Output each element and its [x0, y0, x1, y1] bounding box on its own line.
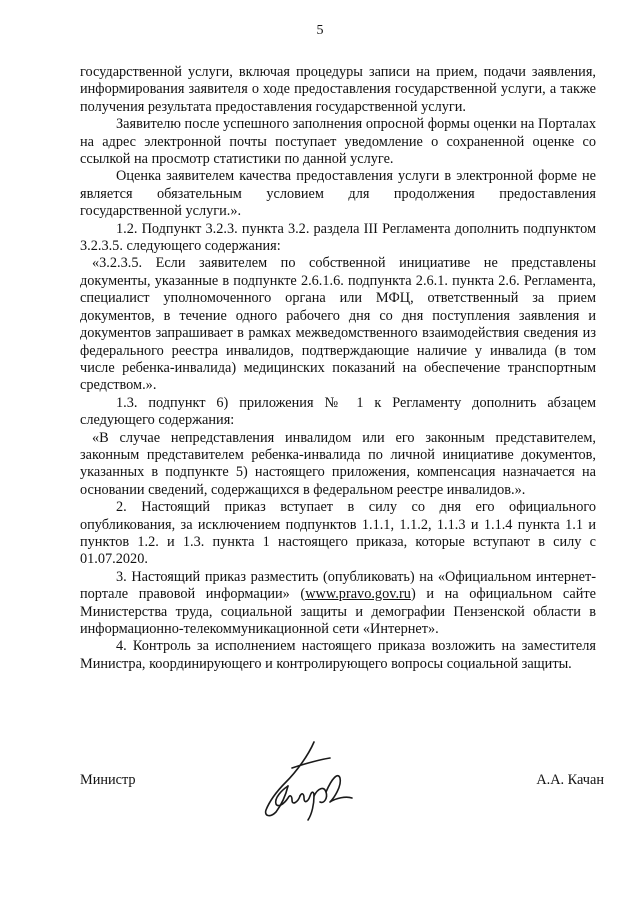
paragraph-notification: Заявителю после успешного заполнения опросной формы оценки на Порталах на адрес электронной почты поступает уведомление о сохраненной оценке со ссылкой на просмотр статистики по данной услуге.: [80, 116, 596, 168]
signature-block: [80, 760, 604, 830]
paragraph-1-2: 1.2. Подпункт 3.2.3. пункта 3.2. раздела III Регламента дополнить подпунктом 3.2.3.5. следующего содержания:: [80, 220, 596, 255]
document-body: [80, 64, 596, 673]
publication-text-end: ) и на официальном сайте Министерства труда, социальной защиты и демографии Пензенской области в информационно-телекоммуникационной сети «Интернет».: [80, 586, 596, 637]
paragraph-3-2-3-5: «3.2.3.5. Если заявителем по собственной инициативе не представлены документы, указанные в подпункте 2.6.1.6. подпункта 2.6.1. пункта 2.6. Регламента, специалист уполномоченного органа или МФЦ, ответственный за прием документов, в течение одного рабочего дня со дня поступления заявления и документов запрашивает в рамках межведомственного взаимодействия сведения из федерального реестра инвалидов, подтверждающие наличие у инвалида (в том числе ребенка-инвалида) медицинских показаний на обеспечение транспортным средством.».: [80, 255, 596, 394]
signatory-title: Министр: [80, 772, 136, 788]
paragraph-3-publication: [80, 569, 596, 639]
paragraph-service-procedures: государственной услуги, включая процедуры записи на прием, подачи заявления, информирования заявителя о ходе предоставления государственной услуги, а также получения результата предоставления государственной услуги.: [80, 64, 596, 115]
paragraph-4-control: 4. Контроль за исполнением настоящего приказа возложить на заместителя Министра, координирующего и контролирующего вопросы социальной защиты.: [80, 638, 596, 672]
publication-text-start: 3. Настоящий приказ разместить (опубликовать) на «Официальном интернет-портале правовой информации» (: [80, 568, 596, 603]
paragraph-2-effective-date: 2. Настоящий приказ вступает в силу со дня его официального опубликования, за исключением подпунктов 1.1.1, 1.1.2, 1.1.3 и 1.1.4 пункта 1.1 и пунктов 1.2. и 1.3. пункта 1 настоящего приказа, которые вступают в силу с 01.07.2020.: [80, 499, 596, 568]
signatory-name: А.А. Качан: [536, 772, 604, 788]
pravo-gov-link[interactable]: www.pravo.gov.ru: [305, 586, 411, 603]
paragraph-assessment-optional: Оценка заявителем качества предоставления услуги в электронной форме не является обязательным условием для продолжения предоставления государственной услуги.».: [80, 168, 596, 220]
handwritten-signature: [256, 738, 366, 824]
paragraph-compensation: «В случае непредставления инвалидом или его законным представителем, законным представителем ребенка-инвалида по личной инициативе документов, указанных в подпункте 5) настоящего приложения, компенсация назначается на основании сведений, содержащихся в федеральном реестре инвалидов.».: [80, 429, 596, 498]
page-number: 5: [316, 23, 324, 38]
paragraph-1-3: 1.3. подпункт 6) приложения № 1 к Регламенту дополнить абзацем следующего содержания:: [80, 394, 596, 429]
